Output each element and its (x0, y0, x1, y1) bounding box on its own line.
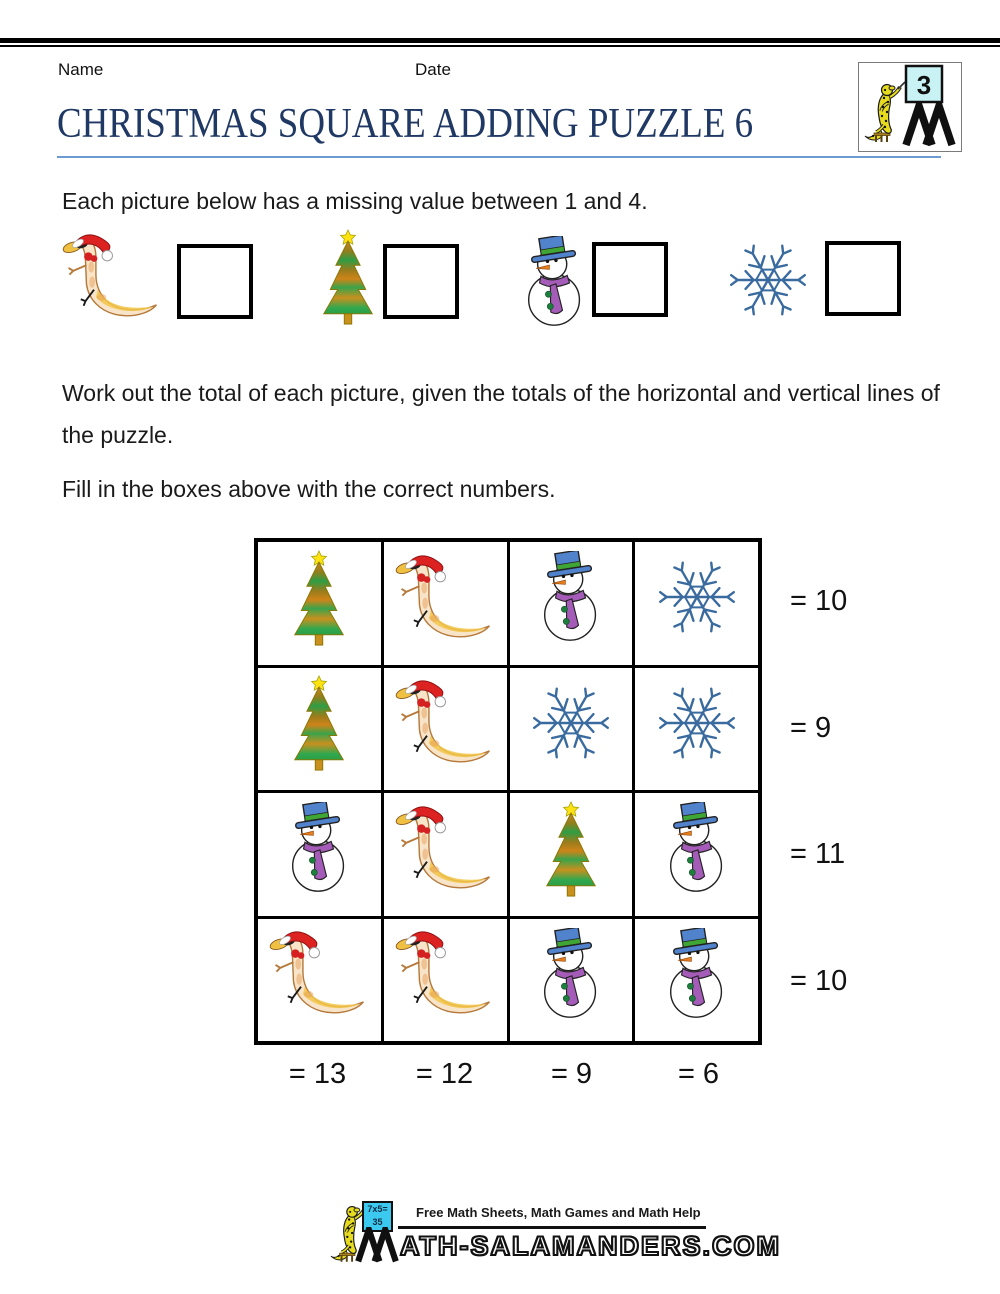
tree-icon (291, 674, 347, 771)
key-icon-snowflake (728, 240, 808, 320)
instruction-2: Work out the total of each picture, given the totals of the horizontal and vertical lines of the puzzle. (62, 380, 940, 448)
snowman-icon (540, 928, 602, 1020)
instruction-3: Fill in the boxes above with the correct numbers. (62, 476, 556, 502)
snowman-icon (540, 551, 602, 643)
row-total: = 9 (790, 711, 832, 744)
col-total: = 12 (415, 1058, 474, 1090)
row-total: = 10 (790, 965, 848, 998)
instruction-1: Each picture below has a missing value between 1 and 4. (62, 188, 648, 214)
footer-board-line1: 7x5= (367, 1204, 388, 1214)
key-icon-snowman (524, 236, 586, 328)
tree-icon (291, 549, 347, 646)
grade-number: 3 (916, 70, 932, 100)
grid-cell-snowflake (635, 542, 758, 665)
name-label: Name (58, 60, 104, 79)
footer-tagline: Free Math Sheets, Math Games and Math Help (416, 1205, 701, 1220)
grid-cell-salamander (384, 793, 507, 916)
snowflake-icon (531, 683, 611, 763)
col-total: = 13 (288, 1058, 347, 1090)
grid-cell-snowman (635, 919, 758, 1042)
salamander-icon (60, 233, 164, 320)
row-totals (790, 538, 900, 1045)
grid-cell-tree (258, 668, 381, 791)
footer-m-logo-icon (352, 1227, 402, 1263)
footer-rule (398, 1226, 706, 1229)
salamander-mascot-icon (865, 82, 905, 142)
snowman-icon (524, 236, 586, 328)
date-label: Date (415, 60, 451, 79)
answer-box-2[interactable] (383, 244, 459, 319)
col-total: = 6 (677, 1058, 720, 1090)
col-totals (254, 1058, 762, 1091)
grid-cell-salamander (384, 668, 507, 791)
salamander-icon (393, 679, 497, 766)
snowflake-icon (657, 683, 737, 763)
grid-cell-tree (510, 793, 633, 916)
tree-icon (543, 800, 599, 897)
col-total: = 9 (550, 1058, 593, 1090)
snowflake-icon (657, 557, 737, 637)
title-underline (57, 156, 941, 158)
grid-cell-salamander (384, 919, 507, 1042)
salamander-icon (393, 805, 497, 892)
grid-cell-snowman (510, 919, 633, 1042)
top-border-rule (0, 38, 1000, 47)
grid-cell-snowman (510, 542, 633, 665)
footer-board-line2: 35 (372, 1216, 383, 1227)
snowman-icon (288, 802, 350, 894)
key-icon-tree (320, 228, 376, 325)
snowman-icon (666, 928, 728, 1020)
snowman-icon (666, 802, 728, 894)
grid-cell-salamander (258, 919, 381, 1042)
footer-brand: ATH-SALAMANDERS.COM (400, 1231, 781, 1261)
grid-cell-salamander (384, 542, 507, 665)
salamander-icon (393, 554, 497, 641)
grid-cell-snowflake (635, 668, 758, 791)
puzzle-grid (254, 538, 762, 1045)
grade-logo-graphic (859, 63, 961, 151)
answer-box-3[interactable] (592, 242, 668, 317)
page-title: CHRISTMAS SQUARE ADDING PUZZLE 6 (57, 101, 754, 147)
grid-cell-tree (258, 542, 381, 665)
key-icon-salamander (60, 233, 164, 320)
answer-box-1[interactable] (177, 244, 253, 319)
grid-cell-snowman (258, 793, 381, 916)
snowflake-icon (728, 240, 808, 320)
grade-logo (858, 62, 962, 152)
row-total: = 11 (790, 838, 846, 871)
salamander-icon (393, 930, 497, 1017)
salamander-icon (267, 930, 371, 1017)
answer-box-4[interactable] (825, 241, 901, 316)
grid-cell-snowman (635, 793, 758, 916)
row-total: = 10 (790, 584, 848, 617)
m-logo-icon (906, 106, 952, 145)
grid-cell-snowflake (510, 668, 633, 791)
tree-icon (320, 228, 376, 325)
